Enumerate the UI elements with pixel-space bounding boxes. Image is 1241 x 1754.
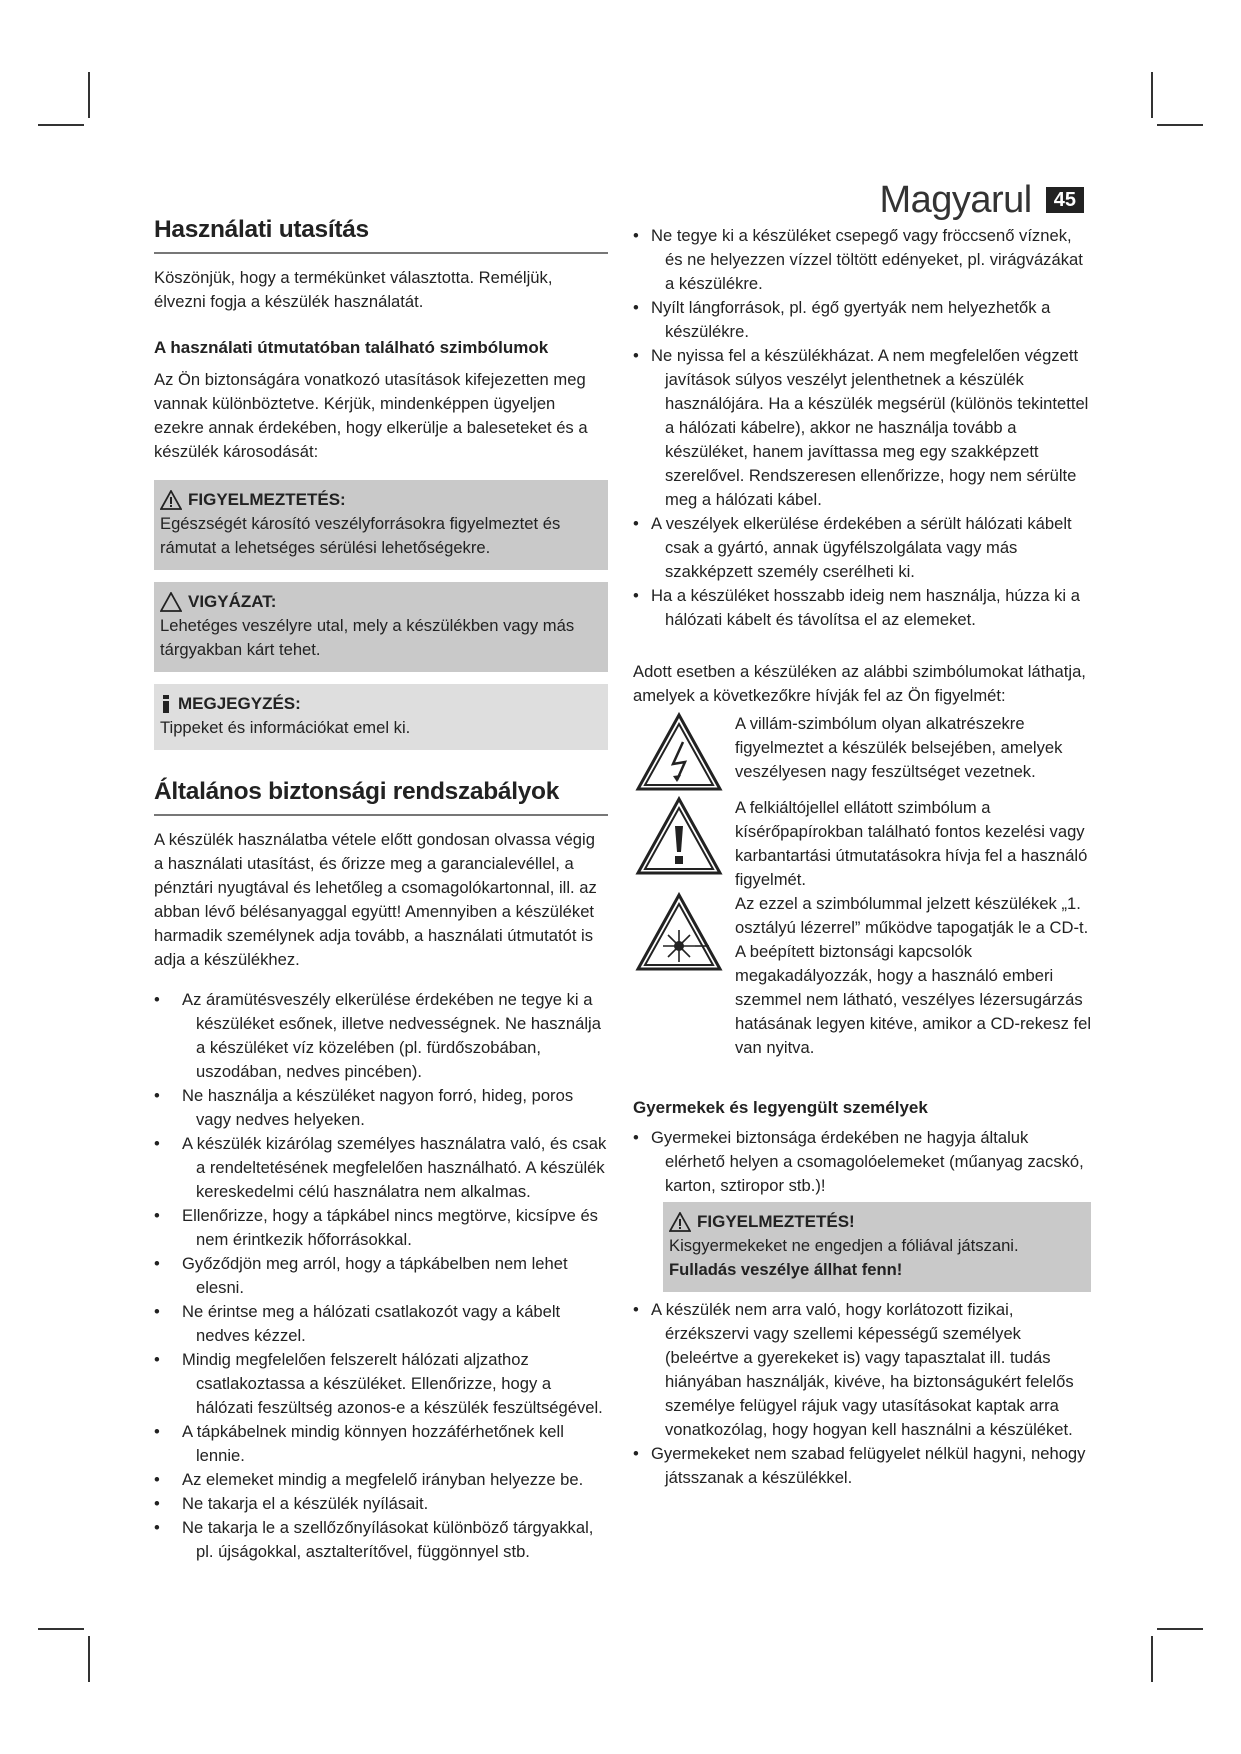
list-item-text: • Ne takarja el a készülék nyílásait. bbox=[182, 1494, 429, 1513]
warning-box-header bbox=[160, 488, 602, 512]
crop-mark bbox=[1151, 72, 1153, 118]
exclamation-warning-icon bbox=[635, 796, 723, 876]
symbols-heading: A használati útmutatóban található szimbólumok bbox=[154, 338, 549, 357]
symbols-intro-text: Adott esetben a készüléken az alábbi szimbólumokat láthatja, amelyek a következőkre hívják fel az Ön figyelmét: bbox=[633, 662, 1086, 705]
children-heading: Gyermekek és legyengült személyek bbox=[633, 1098, 928, 1117]
crop-mark bbox=[88, 1636, 90, 1682]
list-item-text: • Az elemeket mindig a megfelelő irányban helyezze be. bbox=[182, 1470, 584, 1489]
list-item bbox=[154, 1132, 608, 1204]
children-warning-box bbox=[663, 1202, 1091, 1292]
children-warning-text-bold: Fulladás veszélye állhat fenn! bbox=[669, 1260, 903, 1279]
list-item-text: • Mindig megfelelően felszerelt hálózati aljzathoz csatlakoztassa a készüléket. Ellenőrizze, hogy a hálózati feszültség azonos-e a készülék feszültségével. bbox=[182, 1350, 603, 1417]
note-box-title: MEGJEGYZÉS: bbox=[178, 694, 301, 713]
symbol-row-exclamation bbox=[633, 796, 1091, 892]
caution-box bbox=[154, 582, 608, 672]
warning-triangle-icon bbox=[669, 1212, 691, 1232]
general-safety-title: Általános biztonsági rendszabályok bbox=[154, 780, 608, 816]
symbols-text: Az Ön biztonságára vonatkozó utasítások kifejezetten meg vannak különböztetve. Kérjük, mindenképpen ügyeljen ezekre annak érdekében, hogy elkerülje a baleseteket és a készülék károsodását: bbox=[154, 370, 588, 461]
info-icon bbox=[160, 694, 172, 714]
list-item-text: • Az áramütésveszély elkerülése érdekében ne tegye ki a készüléket esőnek, illetve nedvességnek. Ne használja a készüléket víz közelében (pl. fürdőszobában, uszodában, nedves pincében). bbox=[182, 990, 601, 1081]
list-item bbox=[154, 1492, 608, 1516]
list-item bbox=[154, 1468, 608, 1492]
general-safety-text: A készülék használatba vétele előtt gondosan olvassa végig a használati utasítást, és őrizze meg a garancialevéllel, a pénztári nyugtával és lehetőleg a csomagolókartonnal, ill. az abban lévő bélésanyaggal együtt! Amennyiben a készüléket harmadik személynek adja tovább, a használati útmutatót is adja a készülékhez. bbox=[154, 830, 597, 969]
list-item-text: • Ne használja a készüléket nagyon forró, hideg, poros vagy nedves helyeken. bbox=[182, 1086, 574, 1129]
symbol-text-exclamation: A felkiáltójellel ellátott szimbólum a kísérőpapírokban található fontos kezelési vagy karbantartási útmutatásokra hívja fel a használó figyelmét. bbox=[735, 798, 1088, 889]
list-item-text: • Ne takarja le a szellőzőnyílásokat különböző tárgyakkal, pl. újságokkal, asztalterítővel, függönnyel stb. bbox=[182, 1518, 594, 1561]
list-item-text: • Ne tegye ki a készüléket csepegő vagy fröccsenő víznek, és ne helyezzen vízzel töltött edényeket, pl. virágvázákat a készülékre. bbox=[651, 226, 1083, 293]
crop-mark bbox=[88, 72, 90, 118]
safety-bullet-list-continued bbox=[633, 224, 1091, 632]
warning-box-title: FIGYELMEZTETÉS: bbox=[188, 490, 346, 509]
list-item bbox=[154, 1300, 608, 1348]
list-item-text: • A tápkábelnek mindig könnyen hozzáférhetőnek kell lennie. bbox=[182, 1422, 564, 1465]
list-item bbox=[154, 1204, 608, 1252]
list-item-text: • Győződjön meg arról, hogy a tápkábelben nem lehet elesni. bbox=[182, 1254, 568, 1297]
note-box-text: Tippeket és információkat emel ki. bbox=[160, 718, 411, 737]
list-item bbox=[154, 1084, 608, 1132]
symbol-text-laser: Az ezzel a szimbólummal jelzett készülékek „1. osztályú lézerrel” működve tapogatják le a CD-t. A beépített biztonsági kapcsolók megakadályozzák, hogy a használó emberi szemmel nem látható, veszélyes lézersugárzás hatásának legyen kitéve, amikor a CD-rekesz fel van nyitva. bbox=[735, 894, 1092, 1057]
list-item bbox=[633, 296, 1091, 344]
list-item bbox=[154, 1252, 608, 1300]
list-item bbox=[633, 584, 1091, 632]
list-item bbox=[633, 1298, 1091, 1442]
children-warning-title: FIGYELMEZTETÉS! bbox=[697, 1212, 855, 1231]
warning-triangle-icon bbox=[160, 490, 182, 510]
crop-mark bbox=[1157, 124, 1203, 126]
crop-mark bbox=[1151, 1636, 1153, 1682]
caution-box-text: Lehetéges veszélyre utal, mely a készülékben vagy más tárgyakban kárt tehet. bbox=[160, 616, 575, 659]
laser-warning-icon bbox=[635, 892, 723, 972]
lightning-warning-icon bbox=[635, 712, 723, 792]
crop-mark bbox=[38, 1628, 84, 1630]
right-column bbox=[633, 218, 1091, 1490]
list-item bbox=[154, 1516, 608, 1564]
list-item-text: • A veszélyek elkerülése érdekében a sérült hálózati kábelt csak a gyártó, annak ügyfélszolgálata vagy más szakképzett személy cserélheti ki. bbox=[651, 514, 1072, 581]
symbol-row-laser bbox=[633, 892, 1091, 1060]
manual-title: Használati utasítás bbox=[154, 218, 608, 254]
list-item bbox=[154, 988, 608, 1084]
children-bullet-list bbox=[633, 1126, 1091, 1198]
crop-mark bbox=[38, 124, 84, 126]
page-number: 45 bbox=[1046, 187, 1084, 213]
list-item-text: • Ne érintse meg a hálózati csatlakozót vagy a kábelt nedves kézzel. bbox=[182, 1302, 561, 1345]
list-item-text: • A készülék kizárólag személyes használatra való, és csak a rendeltetésének megfelelően használható. A készülék kereskedelmi célú használatra nem alkalmas. bbox=[182, 1134, 607, 1201]
children-bullet-list-continued bbox=[633, 1298, 1091, 1490]
children-warning-text bbox=[669, 1234, 1085, 1282]
safety-bullet-list bbox=[154, 988, 608, 1564]
caution-triangle-icon bbox=[160, 592, 182, 612]
note-box bbox=[154, 684, 608, 750]
list-item-text: • Nyílt lángforrások, pl. égő gyertyák nem helyezhetők a készülékre. bbox=[651, 298, 1051, 341]
list-item bbox=[633, 512, 1091, 584]
symbol-row-lightning bbox=[633, 712, 1091, 792]
language-label: Magyarul bbox=[879, 178, 1032, 221]
warning-box bbox=[154, 480, 608, 570]
page-header bbox=[879, 176, 1084, 224]
list-item bbox=[633, 1442, 1091, 1490]
list-item bbox=[633, 344, 1091, 512]
caution-box-title: VIGYÁZAT: bbox=[188, 592, 277, 611]
intro-text: Köszönjük, hogy a termékünket választotta. Reméljük, élvezni fogja a készülék használatát. bbox=[154, 268, 553, 311]
list-item bbox=[154, 1348, 608, 1420]
children-warning-header bbox=[669, 1210, 1085, 1234]
list-item bbox=[633, 224, 1091, 296]
list-item-text: • Gyermekei biztonsága érdekében ne hagyja általuk elérhető helyen a csomagolóelemeket (műanyag zacskó, karton, sztiropor stb.)! bbox=[651, 1128, 1084, 1195]
list-item bbox=[154, 1420, 608, 1468]
children-warning-text-normal: Kisgyermekeket ne engedjen a fóliával játszani. bbox=[669, 1236, 1019, 1255]
list-item-text: • Gyermekeket nem szabad felügyelet nélkül hagyni, nehogy játsszanak a készülékkel. bbox=[651, 1444, 1086, 1487]
symbol-text-lightning: A villám-szimbólum olyan alkatrészekre figyelmeztet a készülék belsejében, amelyek veszélyesen nagy feszültséget vezetnek. bbox=[735, 714, 1063, 781]
crop-mark bbox=[1157, 1628, 1203, 1630]
warning-box-text: Egészségét károsító veszélyforrásokra figyelmeztet és rámutat a lehetséges sérülési lehetőségekre. bbox=[160, 514, 561, 557]
list-item-text: • A készülék nem arra való, hogy korlátozott fizikai, érzékszervi vagy szellemi képességű személyek (beleértve a gyerekeket is) vagy tapasztalat ill. tudás hiányában használják, kivéve, ha biztonságukért felelős személye felügyel rájuk vagy utasításokat kaptak arra vonatkozólag, hogy hogyan kell használni a készüléket. bbox=[651, 1300, 1074, 1439]
left-column bbox=[154, 218, 608, 1564]
note-box-header bbox=[160, 692, 602, 716]
list-item-text: • Ha a készüléket hosszabb ideig nem használja, húzza ki a hálózati kábelt és távolítsa el az elemeket. bbox=[651, 586, 1080, 629]
list-item bbox=[633, 1126, 1091, 1198]
caution-box-header bbox=[160, 590, 602, 614]
list-item-text: • Ne nyissa fel a készülékházat. A nem megfelelően végzett javítások súlyos veszélyt jelenthetnek a készülék használójára. Ha a készülék megsérül (különös tekintettel a hálózati kábelre), akkor ne használja tovább a készüléket, hanem javíttassa meg egy szakképzett szerelővel. Rendszeresen ellenőrizze, hogy nem sérülte meg a hálózati kábel. bbox=[651, 346, 1089, 509]
list-item-text: • Ellenőrizze, hogy a tápkábel nincs megtörve, kicsípve és nem érintkezik hőforrásokkal. bbox=[182, 1206, 598, 1249]
